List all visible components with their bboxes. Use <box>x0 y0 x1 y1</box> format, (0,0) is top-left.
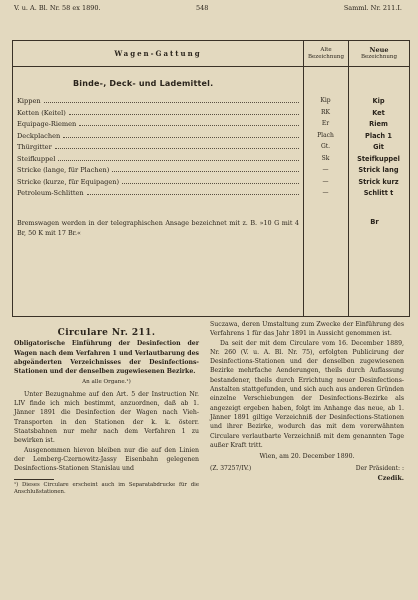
row-label: Ketten (Keitel) <box>17 108 66 117</box>
wagon-type-table <box>12 40 410 317</box>
row-leader-dots <box>44 102 299 103</box>
row-old-designation: Sk <box>321 154 330 162</box>
table-row <box>17 166 409 177</box>
row-label: Equipage-Riemen <box>17 120 77 128</box>
table-row <box>17 97 409 108</box>
header-collection-ref: Samml. Nr. 211.I. <box>343 4 402 12</box>
row-label: Petroleum-Schlitten <box>17 189 84 197</box>
row-new-designation: Ket <box>372 108 385 117</box>
row-new-designation: Strick lang <box>358 166 399 174</box>
row-leader-dots <box>58 160 299 161</box>
row-new-designation: Kip <box>372 97 385 105</box>
section-title: Binde-, Deck- und Lademittel. <box>73 79 214 88</box>
column-header-old-designation <box>303 41 348 67</box>
row-leader-dots <box>79 125 299 126</box>
table-row <box>17 132 409 143</box>
row-label: Kippen <box>17 97 41 105</box>
row-label: Deckplachen <box>17 131 61 140</box>
table-row <box>17 155 409 166</box>
table-row <box>17 189 409 200</box>
circular-paragraph: Unter Bezugnahme auf den Art. 5 der Instruction Nr. LIV finde ich mich bestimmt, anzuordnen, daß ab 1. Jänner 1891 die Desinfection der Wagen nach Vieh-Transporten in den Stationen der k. k. österr. Staatsbahnen nur mehr nach dem Verfahren 1 zu bewirken ist. <box>14 390 199 445</box>
circular-addressee: An alle Organe.¹) <box>82 379 131 386</box>
row-label: Stricke (lange, für Plachen) <box>17 166 110 174</box>
row-new-designation: Steifkuppel <box>357 154 400 163</box>
row-leader-dots <box>55 148 299 149</box>
circular-left-column <box>14 329 199 496</box>
table-row <box>17 178 409 189</box>
row-leader-dots <box>112 171 299 172</box>
signer-name: Czedik. <box>377 473 404 482</box>
row-label: Thürgitter <box>17 143 52 151</box>
circular-paragraph: Ausgenommen hievon bleiben nur die auf den Linien der Lemberg-Czernowitz-Jassy Eisenbahn gelegenen Desinfections-Stationen Stanislau und <box>14 446 199 473</box>
row-label: Stricke (kurze, für Equipagen) <box>17 177 120 186</box>
header-journal-ref: V. u. A. Bl. Nr. 58 ex 1890. <box>14 4 101 12</box>
circular-title: Circulare Nr. 211. <box>57 328 156 338</box>
circular-paragraph: Da seit der mit dem Circulare vom 16. December 1889, Nr. 260 (V. u. A. Bl. Nr. 75), erfolgten Publicirung der Desinfections-Stationen und der denselben zugewiesenen Bezirke mehrfache Aenderungen, theils durch Auflassung bestandener, theils durch Errichtung neuer Desinfections-Anstalten stattgefunden, und sich auch aus anderen Gründen einzelne Verschiebungen der Desinfections-Bezirke als angezeigt ergeben haben, folgt im Anhange das neue, ab 1. Jänner 1891 giltige Verzeichniß der Desinfections-Stationen und ihrer Bezirke, wodurch das mit dem vorerwähnten Circulare verlautbarte Verzeichniß mit dem genannten Tage außer Kraft tritt. <box>210 339 404 449</box>
row-old-designation: Er <box>321 120 330 127</box>
row-leader-dots <box>87 194 299 195</box>
column-header-new-designation <box>348 41 409 67</box>
row-new-designation: Schlitt t <box>363 189 394 197</box>
circular-heading: Obligatorische Einführung der Desinfection der Wagen nach dem Verfahren 1 und Verlautbarung des abgeänderten Verzeichnisses der Desinfections-Stationen und der denselben zugewiesenen Bezirke. <box>14 340 199 376</box>
row-old-designation: RK <box>321 108 330 116</box>
row-old-designation: Gt. <box>320 143 331 150</box>
header-page-number: 548 <box>196 4 209 12</box>
row-new-designation: Riem <box>369 120 388 128</box>
row-new-designation: Plach 1 <box>364 131 393 140</box>
row-leader-dots <box>63 137 299 138</box>
row-old-designation: — <box>322 177 329 185</box>
column-header-wagon-type: Wagen-Gattung <box>13 41 303 67</box>
signature-block <box>210 464 404 483</box>
page-header <box>0 4 418 16</box>
table-row <box>17 120 409 131</box>
table-row <box>17 143 409 154</box>
circular-paragraph: Suczawa, deren Umstaltung zum Zwecke der Einführung des Verfahrens 1 für das Jahr 1891 in Aussicht genommen ist. <box>210 321 404 338</box>
footnote-divider <box>14 479 54 480</box>
footnote: ¹) Dieses Circulare erscheint auch im Separatabdrucke für die Anschlußstationen. <box>14 482 199 496</box>
circular-right-column <box>210 320 404 483</box>
row-old-designation: Plach <box>317 131 334 139</box>
reference-number: (Z. 37257/IV.) <box>210 465 252 473</box>
brake-wagon-designation: Br <box>370 218 379 226</box>
column-header-new-line1: Neue <box>369 45 389 54</box>
brake-wagon-note: Bremswagen werden in der telegraphischen Ansage bezeichnet mit z. B. »10 G mit 4 Br, 50 K mit 17 Br.« <box>17 219 299 237</box>
table-row <box>17 109 409 120</box>
circular-date: Wien, am 20. December 1890. <box>259 453 355 461</box>
column-header-old-line1: Alte <box>320 46 332 53</box>
column-header-old-line2: Bezeichnung <box>308 53 344 60</box>
row-old-designation: — <box>322 189 329 196</box>
signer-title: Der Präsident: : <box>355 465 404 473</box>
row-new-designation: Git <box>373 143 384 151</box>
row-old-designation: Kip <box>320 97 331 104</box>
row-old-designation: — <box>322 166 329 173</box>
column-header-new-line2: Bezeichnung <box>361 53 397 60</box>
row-leader-dots <box>69 114 299 115</box>
row-label: Steifkuppel <box>17 154 56 163</box>
row-new-designation: Strick kurz <box>358 177 399 186</box>
row-leader-dots <box>122 183 299 184</box>
